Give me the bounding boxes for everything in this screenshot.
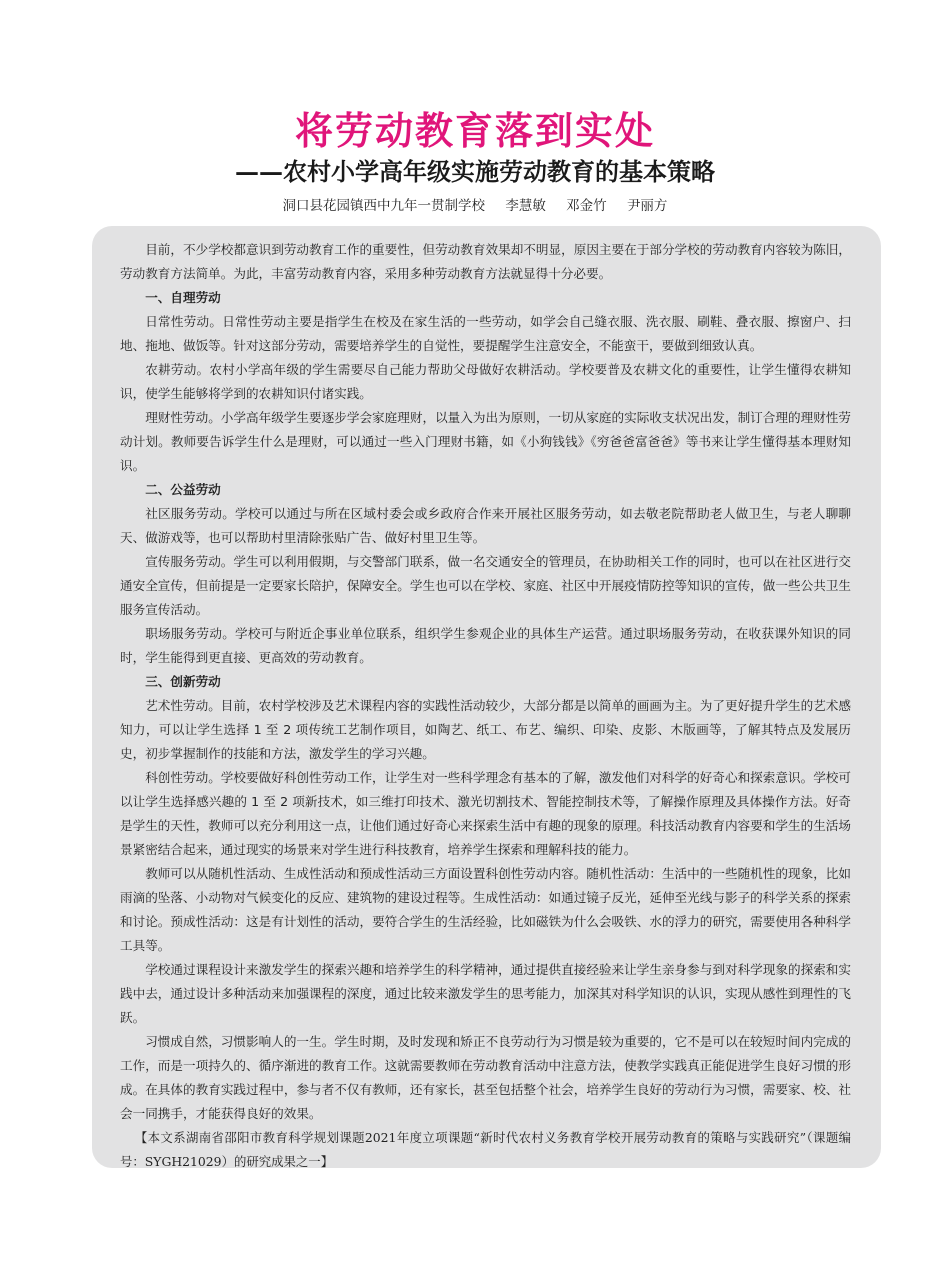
byline-author: 邓金竹 [566,198,607,214]
article-title: 将劳动教育落到实处 [294,109,655,153]
article-body-panel [92,226,881,1168]
section-heading-innovation: 三、创新劳动 [145,674,221,689]
section-heading-self-care: 一、自理劳动 [145,290,221,305]
paragraph: 习惯成自然，习惯影响人的一生。学生时期，及时发现和矫正不良劳动行为习惯是较为重要的，它不是可以在较短时间内完成的工作，而是一项持久的、循序渐进的教育工作。这就需要教师在劳动教育活动中注意方法，使教学实践真正能促进学生良好习惯的形成。在具体的教育实践过程中，参与者不仅有教师，还有家长，甚至包括整个社会，培养学生良好的劳动行为习惯，需要家、校、社会一同携手，才能获得良好的效果。 [120,1034,851,1121]
paragraph: 艺术性劳动。目前，农村学校涉及艺术课程内容的实践性活动较少，大部分都是以简单的画画为主。为了更好提升学生的艺术感知力，可以让学生选择 1 至 2 项传统工艺制作项目，如陶艺、纸工、布艺、编织、印染、皮影、木版画等，了解其特点及发展历史，初步掌握制作的技能和方法，激发学生的学习兴趣。 [120,698,851,761]
paragraph: 宣传服务劳动。学生可以利用假期，与交警部门联系，做一名交通安全的管理员，在协助相关工作的同时，也可以在社区进行交通安全宣传，但前提是一定要家长陪护，保障安全。学生也可以在学校、家庭、社区中开展疫情防控等知识的宣传，做一些公共卫生服务宣传活动。 [120,554,851,617]
paragraph: 学校通过课程设计来激发学生的探索兴趣和培养学生的科学精神，通过提供直接经验来让学生亲身参与到对科学现象的探索和实践中去，通过设计多种活动来加强课程的深度，通过比较来激发学生的思考能力，加深其对科学知识的认识，实现从感性到理性的飞跃。 [120,962,851,1025]
paragraph: 理财性劳动。小学高年级学生要逐步学会家庭理财，以量入为出为原则，一切从家庭的实际收支状况出发，制订合理的理财性劳动计划。教师要告诉学生什么是理财，可以通过一些入门理财书籍，如《小狗钱钱》《穷爸爸富爸爸》等书来让学生懂得基本理财知识。 [120,410,851,473]
paragraph: 农耕劳动。农村小学高年级的学生需要尽自己能力帮助父母做好农耕活动。学校要普及农耕文化的重要性，让学生懂得农耕知识，使学生能够将学到的农耕知识付诸实践。 [120,362,851,401]
paragraph: 社区服务劳动。学校可以通过与所在区域村委会或乡政府合作来开展社区服务劳动，如去敬老院帮助老人做卫生，与老人聊聊天、做游戏等，也可以帮助村里清除张贴广告、做好村里卫生等。 [120,506,851,545]
section-heading-public-welfare: 二、公益劳动 [145,482,221,497]
paragraph-intro: 目前，不少学校都意识到劳动教育工作的重要性，但劳动教育效果却不明显，原因主要在于部分学校的劳动教育内容较为陈旧，劳动教育方法简单。为此，丰富劳动教育内容，采用多种劳动教育方法就显得十分必要。 [120,242,851,281]
byline-author: 李慧敏 [505,198,546,214]
paragraph: 科创性劳动。学校要做好科创性劳动工作，让学生对一些科学理念有基本的了解，激发他们对科学的好奇心和探索意识。学校可以让学生选择感兴趣的 1 至 2 项新技术，如三维打印技术、激光切割技术、智能控制技术等，了解操作原理及具体操作方法。好奇是学生的天性，教师可以充分利用这一点，让他们通过好奇心来探索生活中有趣的现象的原理。科技活动教育内容要和学生的生活场景紧密结合起来，通过现实的场景来对学生进行科技教育，培养学生探索和理解科技的能力。 [120,770,851,857]
article-subtitle: ——农村小学高年级实施劳动教育的基本策略 [235,157,715,186]
paragraph: 教师可以从随机性活动、生成性活动和预成性活动三方面设置科创性劳动内容。随机性活动：生活中的一些随机性的现象，比如雨滴的坠落、小动物对气候变化的反应、建筑物的建设过程等。生成性活动：如通过镜子反光，延伸至光线与影子的科学关系的探索和讨论。预成性活动：这是有计划性的活动，要符合学生的生活经验，比如磁铁为什么会吸铁、水的浮力的研究，需要使用各种科学工具等。 [120,866,851,953]
paragraph: 职场服务劳动。学校可与附近企事业单位联系，组织学生参观企业的具体生产运营。通过职场服务劳动，在收获课外知识的同时，学生能得到更直接、更高效的劳动教育。 [120,626,851,665]
byline [0,194,950,214]
byline-author: 尹丽方 [626,198,668,214]
funding-footnote: 【本文系湖南省邵阳市教育科学规划课题2021年度立项课题“新时代农村义务教育学校开展劳动教育的策略与实践研究”（课题编号：SYGH21029）的研究成果之一】 [120,1130,851,1169]
byline-school: 洞口县花园镇西中九年一贯制学校 [282,198,486,214]
paragraph: 日常性劳动。日常性劳动主要是指学生在校及在家生活的一些劳动，如学会自己缝衣服、洗衣服、刷鞋、叠衣服、擦窗户、扫地、拖地、做饭等。针对这部分劳动，需要培养学生的自觉性，要提醒学生注意安全，不能蛮干，要做到细致认真。 [120,314,851,353]
